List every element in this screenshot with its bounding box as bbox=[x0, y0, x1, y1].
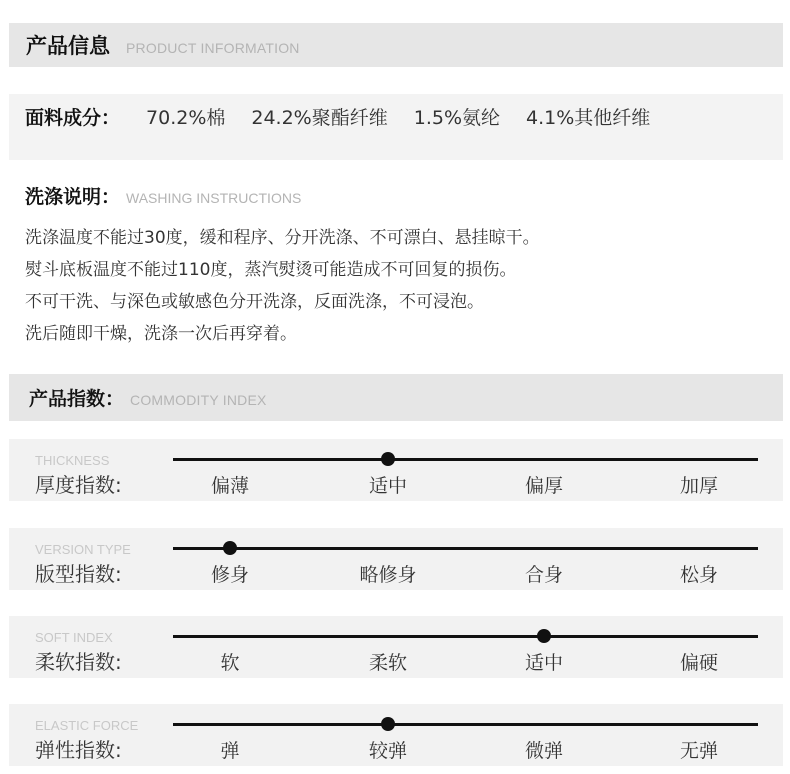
index-option-label: 偏厚 bbox=[524, 475, 564, 497]
fabric-label: 面料成分： bbox=[25, 107, 121, 129]
index-option-label: 较弹 bbox=[368, 740, 408, 762]
index-option-label: 松身 bbox=[679, 564, 719, 586]
index-row-english-label: VERSION TYPE bbox=[35, 542, 131, 557]
index-option-label: 偏薄 bbox=[210, 475, 250, 497]
index-scale-line bbox=[173, 458, 758, 461]
washing-title: 洗涤说明： bbox=[25, 186, 121, 208]
washing-line: 不可干洗、与深色或敏感色分开洗涤，反面洗涤，不可浸泡。 bbox=[25, 292, 484, 312]
washing-subtitle: WASHING INSTRUCTIONS bbox=[126, 189, 302, 206]
index-option-label: 修身 bbox=[210, 564, 250, 586]
index-row bbox=[9, 616, 783, 678]
index-selected-marker bbox=[537, 629, 551, 643]
washing-line: 洗涤温度不能过30度，缓和程序、分开洗涤、不可漂白、悬挂晾干。 bbox=[25, 228, 540, 248]
product-info-header bbox=[9, 23, 783, 67]
index-option-label: 略修身 bbox=[359, 564, 417, 586]
index-selected-marker bbox=[223, 541, 237, 555]
product-info-subtitle: PRODUCT INFORMATION bbox=[126, 40, 300, 56]
fabric-value: 70.2%棉 bbox=[146, 107, 226, 129]
fabric-value: 1.5%氨纶 bbox=[413, 107, 501, 129]
index-option-label: 合身 bbox=[524, 564, 564, 586]
washing-header bbox=[25, 182, 301, 209]
fabric-value: 4.1%其他纤维 bbox=[526, 107, 651, 129]
index-option-label: 软 bbox=[220, 652, 240, 674]
index-row-label: 版型指数: bbox=[35, 562, 122, 586]
index-option-label: 无弹 bbox=[679, 740, 719, 762]
fabric-value: 24.2%聚酯纤维 bbox=[251, 107, 388, 129]
washing-instructions bbox=[25, 222, 540, 350]
index-row-label: 厚度指数: bbox=[35, 473, 122, 497]
index-row bbox=[9, 439, 783, 501]
index-option-label: 柔软 bbox=[368, 652, 408, 674]
product-info-title: 产品信息 bbox=[26, 34, 110, 58]
index-option-label: 适中 bbox=[524, 652, 564, 674]
index-row-english-label: SOFT INDEX bbox=[35, 630, 113, 645]
fabric-composition bbox=[9, 94, 783, 160]
index-row-english-label: THICKNESS bbox=[35, 453, 110, 468]
index-selected-marker bbox=[381, 452, 395, 466]
index-row-label: 柔软指数: bbox=[35, 650, 122, 674]
commodity-index-header bbox=[9, 374, 783, 421]
index-option-label: 弹 bbox=[220, 740, 240, 762]
index-option-label: 加厚 bbox=[679, 475, 719, 497]
index-option-label: 适中 bbox=[368, 475, 408, 497]
index-row-english-label: ELASTIC FORCE bbox=[35, 718, 139, 733]
index-row bbox=[9, 528, 783, 590]
index-row bbox=[9, 704, 783, 766]
commodity-index-subtitle: COMMODITY INDEX bbox=[130, 391, 267, 408]
index-option-label: 偏硬 bbox=[679, 652, 719, 674]
index-scale-line bbox=[173, 547, 758, 550]
index-row-label: 弹性指数: bbox=[35, 738, 122, 762]
index-scale-line bbox=[173, 723, 758, 726]
index-scale-line bbox=[173, 635, 758, 638]
commodity-index-title: 产品指数： bbox=[29, 388, 125, 410]
washing-line: 熨斗底板温度不能过110度，蒸汽熨烫可能造成不可回复的损伤。 bbox=[25, 260, 517, 280]
index-selected-marker bbox=[381, 717, 395, 731]
washing-line: 洗后随即干燥，洗涤一次后再穿着。 bbox=[25, 324, 297, 344]
index-option-label: 微弹 bbox=[524, 740, 564, 762]
